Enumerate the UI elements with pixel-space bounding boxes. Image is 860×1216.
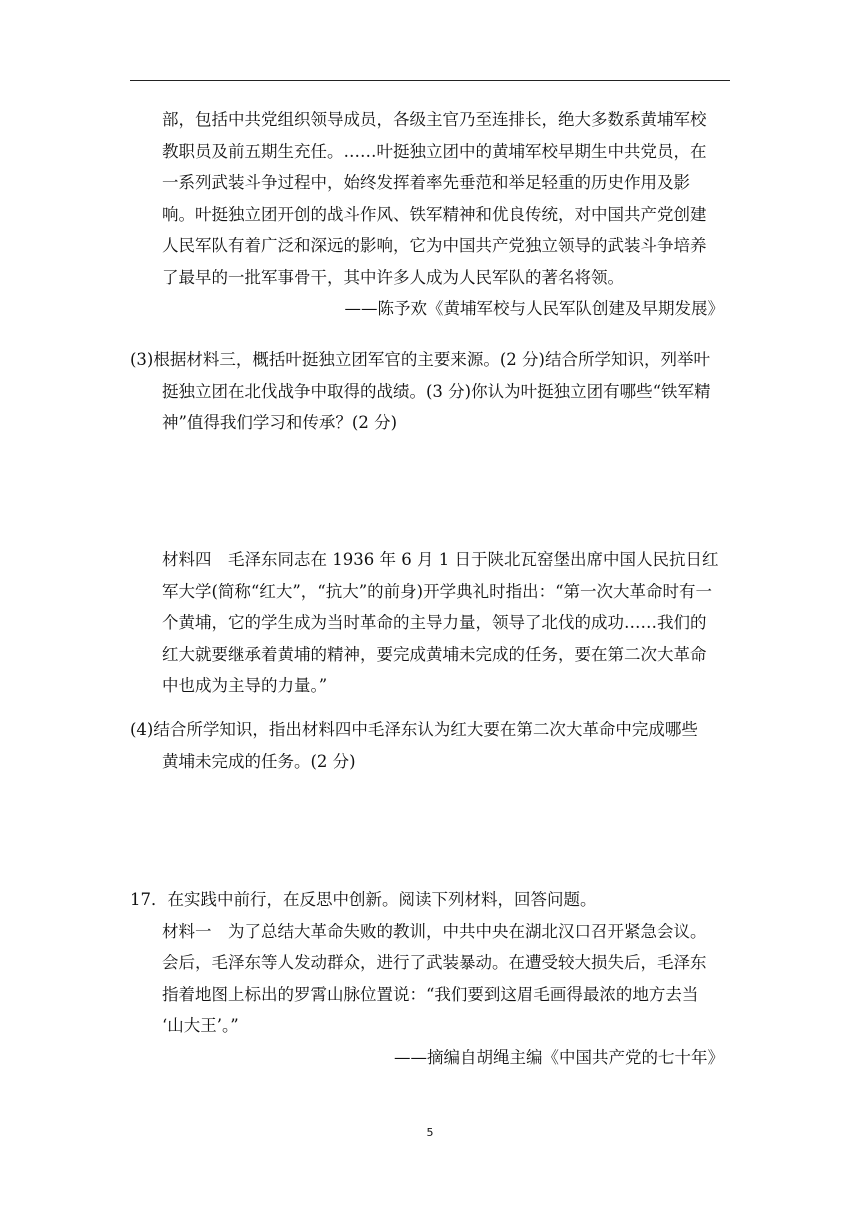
text-line: 军大学(简称“红大”，“抗大”的前身)开学典礼时指出：“第一次大革命时有一 xyxy=(162,581,713,601)
text-line: 会后，毛泽东等人发动群众，进行了武装暴动。在遭受较大损失后，毛泽东 xyxy=(162,953,707,972)
question-17-stem: 17．在实践中前行，在反思中创新。阅读下列材料，回答问题。 xyxy=(130,890,597,909)
text-line: 响。叶挺独立团开创的战斗作风、铁军精神和优良传统，对中国共产党创建 xyxy=(162,204,707,224)
question-line: 挺独立团在北伐战争中取得的战绩。(3 分)你认为叶挺独立团有哪些“铁军精 xyxy=(162,381,711,401)
text-line: ‘山大王’。” xyxy=(162,1016,239,1035)
text-line: 一系列武装斗争过程中，始终发挥着率先垂范和举足轻重的历史作用及影 xyxy=(162,173,690,192)
question-17 xyxy=(130,884,730,1073)
text-line: 红大就要继承着黄埔的精神，要完成黄埔未完成的任务，要在第二次大革命 xyxy=(162,644,707,664)
text-line: 部，包括中共党组织领导成员，各级主官乃至连排长，绝大多数系黄埔军校 xyxy=(162,110,707,129)
text-line: 指着地图上标出的罗霄山脉位置说：“我们要到这眉毛画得最浓的地方去当 xyxy=(162,984,699,1004)
page-number: 5 xyxy=(426,1126,434,1139)
question-line: (3)根据材料三，概括叶挺独立团军官的主要来源。(2 分)结合所学知识，列举叶 xyxy=(130,350,710,369)
text-line: 中也成为主导的力量。” xyxy=(162,676,328,695)
material-3-text xyxy=(130,104,730,325)
question-4 xyxy=(130,714,730,777)
material-3-source: ——陈予欢《黄埔军校与人民军队创建及早期发展》 xyxy=(344,299,724,318)
text-line: 材料四 毛泽东同志在 1936 年 6 月 1 日于陕北瓦窑堡出席中国人民抗日红 xyxy=(162,550,719,569)
question-3 xyxy=(130,344,730,439)
question-17-source: ——摘编自胡绳主编《中国共产党的七十年》 xyxy=(394,1047,724,1067)
question-line: 神”值得我们学习和传承？(2 分) xyxy=(162,413,398,432)
question-line: (4)结合所学知识，指出材料四中毛泽东认为红大要在第二次大革命中完成哪些 xyxy=(130,720,698,739)
material-4-text xyxy=(130,544,730,702)
header-rule xyxy=(130,80,730,81)
text-line: 材料一 为了总结大革命失败的教训，中共中央在湖北汉口召开紧急会议。 xyxy=(162,921,707,941)
text-line: 个黄埔，它的学生成为当时革命的主导力量，领导了北伐的成功……我们的 xyxy=(162,613,707,632)
question-line: 黄埔未完成的任务。(2 分) xyxy=(162,751,356,771)
text-line: 了最早的一批军事骨干，其中许多人成为人民军队的著名将领。 xyxy=(162,267,624,287)
text-line: 人民军队有着广泛和深远的影响，它为中国共产党独立领导的武装斗争培养 xyxy=(162,236,707,255)
text-line: 教职员及前五期生充任。……叶挺独立团中的黄埔军校早期生中共党员，在 xyxy=(162,141,707,161)
